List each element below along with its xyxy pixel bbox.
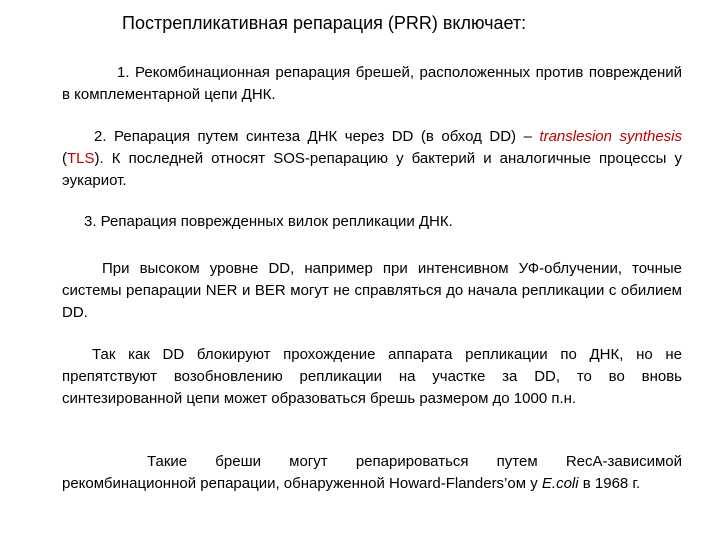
- paragraph-1-text: 1. Рекомбинационная репарация брешей, расположенных против повреждений в комплементарной цепи ДНК.: [62, 64, 682, 103]
- paragraph-5-text: Так как DD блокируют прохождение аппарата репликации по ДНК, но не препятствуют возобновлению репликации на участке за DD, то во вновь синтезированной цепи может образоваться брешь размером до 1000 п.н.: [62, 346, 682, 407]
- paragraph-6-text-before: Такие бреши могут репарироваться путем RecA-зависимой рекомбинационной репарации, обнаруженной Howard-Flanders’ом у: [62, 453, 682, 492]
- slide-title: Пострепликативная репарация (PRR) включает:: [122, 13, 527, 33]
- paragraph-6-reca-repair: [62, 451, 682, 495]
- paragraph-4-text: При высоком уровне DD, например при интенсивном УФ-облучении, точные системы репарации NER и BER могут не справляться до начала репликации с обилием DD.: [62, 260, 682, 321]
- tls-abbreviation: TLS: [67, 150, 95, 167]
- paragraph-6-text-after: в 1968 г.: [578, 475, 641, 492]
- paragraph-4-high-dd-level: [62, 258, 682, 324]
- paragraph-3-fork-repair: [62, 211, 682, 233]
- paragraph-1-recombination-repair: [62, 62, 682, 106]
- ecoli-organism-name: E.coli: [541, 475, 579, 492]
- paragraph-2-text-after: ). К последней относят SOS-репарацию у бактерий и аналогичные процессы у эукариот.: [62, 150, 682, 189]
- paragraph-2-text-before: 2. Репарация путем синтеза ДНК через DD (в обход DD) –: [94, 128, 540, 145]
- translesion-synthesis-term: translesion synthesis: [539, 128, 682, 145]
- paragraph-5-gap-formation: [62, 344, 682, 410]
- paragraph-3-text: 3. Репарация поврежденных вилок репликации ДНК.: [84, 213, 453, 230]
- paragraph-2-translesion-synthesis: [62, 126, 682, 192]
- open-paren: (: [62, 150, 67, 167]
